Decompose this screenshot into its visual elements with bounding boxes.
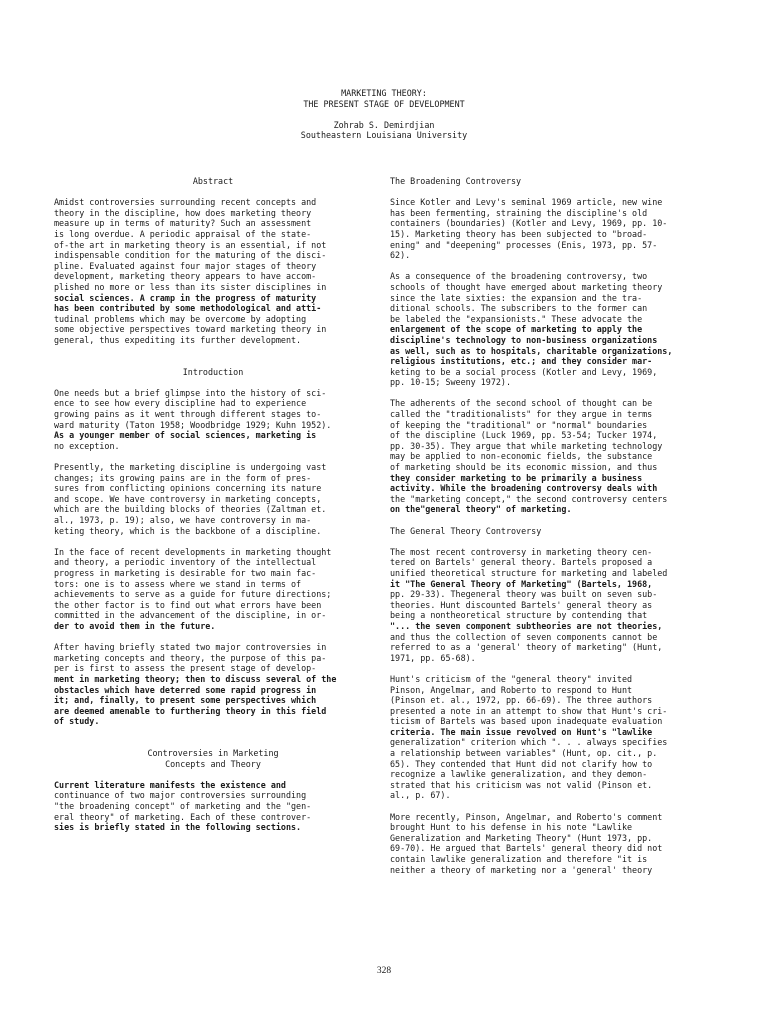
- broadening-paragraph-1: [390, 197, 708, 261]
- text-line: ence to see how every discipline had to experience: [54, 398, 307, 409]
- text-line: some objective perspectives toward marketing theory in: [54, 324, 327, 335]
- general-theory-paragraph-2: [390, 674, 708, 801]
- text-line: strated that his criticism was not valid (Pinson et.: [390, 779, 653, 790]
- text-line: no exception.: [54, 440, 120, 451]
- text-line: One needs but a brief glimpse into the history of sci-: [54, 387, 327, 398]
- text-line: ticism of Bartels was based upon inadequate evaluation: [390, 716, 663, 727]
- text-line: 69-70). He argued that Bartels' general theory did not: [390, 843, 663, 854]
- abstract-heading: Abstract: [192, 176, 234, 186]
- text-line: being a nontheoretical structure by contending that: [390, 610, 648, 621]
- text-line: presented a note in an attempt to show that Hunt's cri-: [390, 705, 668, 716]
- text-line: a relationship between variables" (Hunt, op. cit., p.: [390, 748, 658, 759]
- text-line: criteria. The main issue revolved on Hunt's "lawlike: [390, 726, 653, 737]
- broadening-paragraph-2: [390, 271, 708, 388]
- text-line: of study.: [54, 716, 100, 727]
- text-line: 1971, pp. 65-68).: [390, 652, 476, 663]
- text-line: keting theory, which is the backbone of a discipline.: [54, 525, 322, 536]
- text-line: ward maturity (Taton 1958; Woodbridge 1929; Kuhn 1952).: [54, 419, 332, 430]
- text-line: ditional schools. The subscribers to the former can: [390, 303, 648, 314]
- text-line: has been contributed by some methodological and atti-: [54, 303, 322, 314]
- text-line: measure up in terms of maturity? Such an assessment: [54, 218, 312, 229]
- text-line: "the broadening concept" of marketing and the "gen-: [54, 801, 312, 812]
- paper-title-line2: THE PRESENT STAGE OF DEVELOPMENT: [303, 98, 465, 109]
- text-line: development, marketing theory appears to have accom-: [54, 271, 317, 282]
- text-line: of keeping the "traditional" or "normal" boundaries: [390, 419, 648, 430]
- text-line: pp. 10-15; Sweeny 1972).: [390, 377, 512, 388]
- text-line: Since Kotler and Levy's seminal 1969 article, new wine: [390, 197, 663, 208]
- text-line: contain lawlike generalization and therefore "it is: [390, 854, 648, 864]
- text-line: it; and, finally, to present some perspectives which: [54, 695, 317, 706]
- text-line: schools of thought have emerged about marketing theory: [390, 281, 663, 292]
- text-line: (Pinson et. al., 1972, pp. 66-69). The three authors: [390, 695, 653, 706]
- text-line: 62).: [390, 250, 411, 261]
- text-line: Pinson, Angelmar, and Roberto to respond to Hunt: [390, 684, 633, 695]
- text-line: theory in the discipline, how does marketing theory: [54, 207, 312, 218]
- text-line: it "The General Theory of Marketing" (Bartels, 1968,: [390, 578, 653, 589]
- text-line: Current literature manifests the existence and: [54, 779, 286, 790]
- text-line: Generalization and Marketing Theory" (Hunt 1973, pp.: [390, 832, 653, 843]
- text-line: neither a theory of marketing nor a 'general' theory: [390, 864, 653, 875]
- author-name: Zohrab S. Demirdjian: [333, 119, 435, 130]
- text-line: As a consequence of the broadening controversy, two: [390, 271, 648, 282]
- broadening-paragraph-3: [390, 398, 708, 515]
- controversies-heading-line2: Concepts and Theory: [165, 758, 261, 769]
- text-line: keting to be a social process (Kotler and Levy, 1969,: [390, 366, 658, 377]
- text-line: More recently, Pinson, Angelmar, and Roberto's comment: [390, 811, 663, 822]
- text-line: which are the building blocks of theories (Zaltman et.: [54, 504, 327, 515]
- text-line: generalization" criterion which ". . . always specifies: [390, 737, 668, 748]
- text-line: on the"general theory" of marketing.: [390, 504, 572, 515]
- controversies-paragraph: [54, 780, 372, 833]
- text-line: containers (boundaries) (Kotler and Levy, 1969, pp. 10-: [390, 218, 668, 229]
- text-line: is long overdue. A periodic appraisal of the state-: [54, 228, 312, 239]
- text-line: achievements to serve as a guide for future directions;: [54, 589, 332, 600]
- text-line: indispensable condition for the maturing of the disci-: [54, 250, 327, 261]
- controversies-heading-line1: Controversies in Marketing: [147, 748, 279, 759]
- text-line: tudinal problems which may be overcome by adopting: [54, 313, 307, 324]
- right-column: [390, 176, 708, 886]
- text-line: growing pains as it went through different stages to-: [54, 409, 322, 420]
- text-line: tors: one is to assess where we stand in terms of: [54, 578, 302, 589]
- author-affiliation: Southeastern Louisiana University: [300, 130, 468, 141]
- text-line: of-the art in marketing theory is an essential, if not: [54, 239, 327, 250]
- text-line: eral theory" of marketing. Each of these controver-: [54, 811, 312, 822]
- text-line: continuance of two major controversies surrounding: [54, 790, 307, 801]
- text-line: committed in the advancement of the discipline, in or-: [54, 610, 327, 621]
- text-line: referred to as a 'general' theory of marketing" (Hunt,: [390, 642, 663, 653]
- text-line: As a younger member of social sciences, marketing is: [54, 430, 317, 441]
- text-line: pp. 29-33). Thegeneral theory was built on seven sub-: [390, 589, 658, 600]
- text-line: al., 1973, p. 19); also, we have controversy in ma-: [54, 515, 312, 525]
- broadening-heading: The Broadening Controversy: [390, 176, 522, 186]
- text-line: religious institutions, etc.; and they consider mar-: [390, 356, 653, 367]
- text-line: In the face of recent developments in marketing thought: [54, 546, 332, 557]
- text-line: and theory, a periodic inventory of the intellectual: [54, 557, 317, 568]
- introduction-paragraph-3: [54, 547, 372, 632]
- text-line: theories. Hunt discounted Bartels' general theory as: [390, 599, 653, 610]
- text-line: general, thus expediting its further development.: [54, 334, 302, 345]
- general-theory-heading: The General Theory Controversy: [390, 525, 542, 536]
- text-line: Amidst controversies surrounding recent concepts and: [54, 197, 317, 208]
- text-line: The adherents of the second school of thought can be: [390, 398, 653, 409]
- text-line: pline. Evaluated against four major stages of theory: [54, 260, 317, 271]
- text-line: ment in marketing theory; then to discuss several of the: [54, 673, 337, 684]
- text-line: brought Hunt to his defense in his note "Lawlike: [390, 822, 633, 833]
- text-line: social sciences. A cramp in the progress of maturity: [54, 292, 317, 303]
- introduction-paragraph-1: [54, 388, 372, 452]
- text-line: the other factor is to find out what errors have been: [54, 599, 322, 610]
- text-line: changes; its growing pains are in the form of pres-: [54, 472, 312, 483]
- text-line: and scope. We have controversy in marketing concepts,: [54, 493, 322, 504]
- introduction-heading: Introduction: [182, 366, 244, 377]
- text-line: al., p. 67).: [390, 790, 451, 801]
- text-line: The most recent controversy in marketing theory cen-: [390, 546, 653, 557]
- text-line: and thus the collection of seven components cannot be: [390, 631, 658, 642]
- text-line: activity. While the broadening controversy deals with: [390, 483, 658, 494]
- text-line: ening" and "deepening" processes (Enis, 1973, pp. 57-: [390, 239, 658, 250]
- introduction-paragraph-2: [54, 462, 372, 536]
- text-line: may be applied to non-economic fields, the substance: [390, 451, 653, 462]
- text-line: pp. 30-35). They argue that while marketing technology: [390, 440, 663, 451]
- page-number: 328: [376, 966, 392, 976]
- text-line: der to avoid them in the future.: [54, 620, 216, 631]
- text-line: as well, such as to hospitals, charitable organizations,: [390, 345, 673, 356]
- left-column: [54, 176, 372, 843]
- text-line: progress in marketing is desirable for two main fac-: [54, 567, 317, 578]
- general-theory-paragraph-1: [390, 547, 708, 664]
- text-line: sures from conflicting opinions concerning its nature: [54, 483, 322, 494]
- text-line: tered on Bartels' general theory. Bartels proposed a: [390, 557, 653, 568]
- text-line: unified theoretical structure for marketing and labeled: [390, 567, 668, 578]
- text-line: of the discipline (Luck 1969, pp. 53-54; Tucker 1974,: [390, 430, 658, 441]
- paper-title-line1: MARKETING THEORY:: [341, 88, 427, 98]
- text-line: be labeled the "expansionists." These advocate the: [390, 313, 643, 324]
- introduction-paragraph-4: [54, 642, 372, 727]
- text-line: Presently, the marketing discipline is undergoing vast: [54, 462, 327, 473]
- text-line: sies is briefly stated in the following sections.: [54, 822, 302, 833]
- text-line: discipline's technology to non-business organizations: [390, 334, 658, 345]
- text-line: called the "traditionalists" for they argue in terms: [390, 409, 653, 420]
- text-line: 15). Marketing theory has been subjected to "broad-: [390, 228, 648, 239]
- text-line: enlargement of the scope of marketing to apply the: [390, 324, 643, 335]
- text-line: After having briefly stated two major controversies in: [54, 642, 327, 653]
- text-line: "... the seven component subtheories are not theories,: [390, 620, 663, 631]
- paper-header: [0, 88, 768, 141]
- text-line: marketing concepts and theory, the purpose of this pa-: [54, 652, 327, 663]
- text-line: has been fermenting, straining the discipline's old: [390, 207, 648, 218]
- text-line: of marketing should be its economic mission, and thus: [390, 462, 658, 473]
- text-line: recognize a lawlike generalization, and they demon-: [390, 769, 648, 780]
- text-line: Hunt's criticism of the "general theory" invited: [390, 673, 633, 684]
- general-theory-paragraph-3: [390, 812, 708, 876]
- text-line: obstacles which have deterred some rapid progress in: [54, 684, 317, 695]
- text-line: since the late sixties: the expansion and the tra-: [390, 292, 643, 303]
- text-line: are deemed amenable to furthering theory in this field: [54, 705, 327, 716]
- text-line: 65). They contended that Hunt did not clarify how to: [390, 758, 653, 769]
- text-line: per is first to assess the present stage of develop-: [54, 663, 317, 674]
- text-line: they consider marketing to be primarily a business: [390, 472, 643, 483]
- text-line: plished no more or less than its sister disciplines in: [54, 281, 327, 292]
- text-line: the "marketing concept," the second controversy centers: [390, 493, 668, 504]
- abstract-paragraph: [54, 197, 372, 345]
